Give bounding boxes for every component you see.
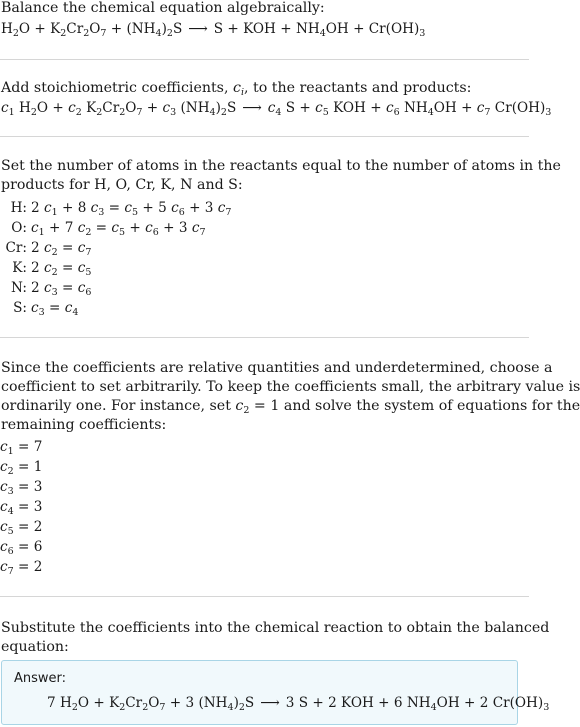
atoms-intro-line2: products for H, O, Cr, K, N and S: (1, 177, 243, 193)
arbitrary-line3: ordinarily one. For instance, set $c_2 = 1$ and solve the system of equations for the (1, 398, 580, 416)
atom-equation-o: O: $c_1 + 7$ $c_2 = c_5 + c_6 + 3$ $c_7$ (11, 220, 206, 238)
atom-equation-k: K: 2 $c_2 = c_5$ (12, 260, 92, 278)
solution-c3: $c_3 = 3$ (0, 479, 43, 497)
solution-c1: $c_1 = 7$ (0, 439, 43, 457)
solution-c2: $c_2 = 1$ (0, 459, 43, 477)
balanced-equation: 7 $H_2O + K_2Cr_2O_7 + 3$ $(NH_4)_2S$ ⟶ 3 S + 2 KOH + 6 $NH_4OH + 2$ $Cr(OH)_3$ (47, 695, 550, 713)
reaction-arrow-icon: ⟶ (242, 100, 262, 116)
solution-c7: $c_7 = 2$ (0, 559, 43, 577)
balance-intro-text: Balance the chemical equation algebraically: (1, 0, 325, 16)
coefficient-equation: $c_1$ $H_2O + c_2$ $K_2Cr_2O_7 + c_3$ $(NH_4)_2S$ ⟶ $c_4$ $S + c_5$ KOH + $c_6$ $NH_4OH + c_7$ $Cr(OH)_3$ (1, 100, 552, 118)
unbalanced-equation: $H_2O + K_2Cr_2O_7 + (NH_4)_2S$ ⟶ S + KOH + $NH_4OH + Cr(OH)_3$ (1, 21, 426, 39)
arbitrary-line4: remaining coefficients: (1, 417, 167, 433)
answer-label: Answer: (14, 671, 67, 686)
arbitrary-line1: Since the coefficients are relative quantities and underdetermined, choose a (1, 360, 553, 376)
reaction-arrow-icon: ⟶ (260, 695, 280, 711)
section-divider (0, 337, 529, 338)
reaction-arrow-icon: ⟶ (188, 21, 208, 37)
substitute-line1: Substitute the coefficients into the chemical reaction to obtain the balanced (1, 620, 550, 636)
solution-c5: $c_5 = 2$ (0, 519, 43, 537)
atom-equation-h: H: 2 $c_1 + 8$ $c_3 = c_5 + 5$ $c_6 + 3$ $c_7$ (10, 200, 232, 218)
add-coefficients-text: Add stoichiometric coefficients, $c_i$, to the reactants and products: (1, 80, 472, 98)
arbitrary-line2: coefficient to set arbitrarily. To keep the coefficients small, the arbitrary value is (1, 379, 580, 395)
substitute-line2: equation: (1, 639, 69, 655)
atom-equation-s: S: $c_3 = c_4$ (13, 300, 79, 318)
atom-equation-n: N: 2 $c_3 = c_6$ (11, 280, 92, 298)
atoms-intro-line1: Set the number of atoms in the reactants equal to the number of atoms in the (1, 158, 561, 174)
atom-equation-cr: Cr: 2 $c_2 = c_7$ (5, 240, 92, 258)
section-divider (0, 136, 529, 137)
section-divider (0, 596, 529, 597)
solution-c6: $c_6 = 6$ (0, 539, 43, 557)
solution-c4: $c_4 = 3$ (0, 499, 43, 517)
section-divider (0, 59, 529, 60)
answer-box (1, 660, 550, 725)
